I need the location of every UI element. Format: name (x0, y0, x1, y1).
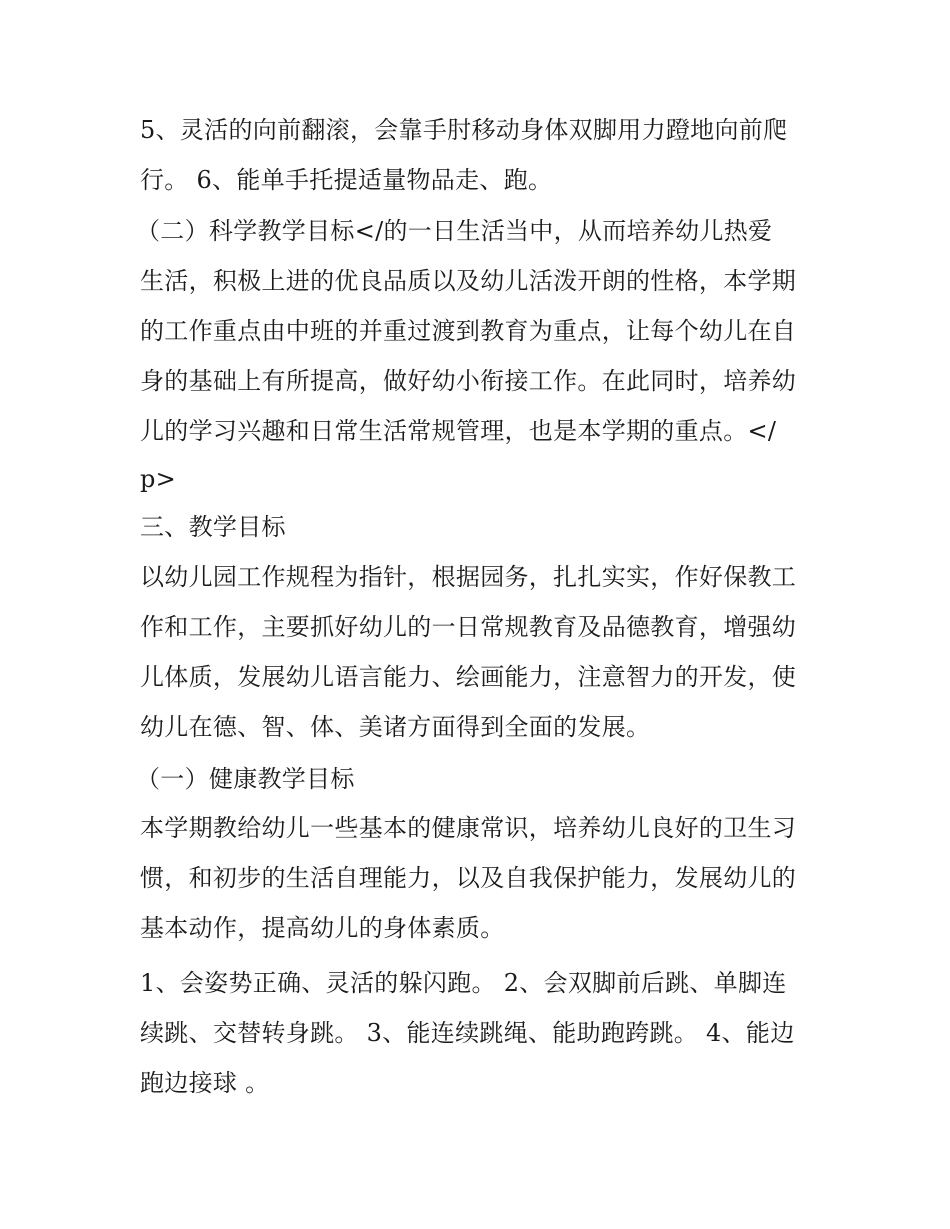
section-heading: （二）科学教学目标</的一日生活当中，从而培养幼儿热爱 (136, 217, 773, 245)
text-line: 儿的学习兴趣和日常生活常规管理，也是本学期的重点。</ (140, 417, 777, 445)
text-line: 惯，和初步的生活自理能力，以及自我保护能力，发展幼儿的 (140, 864, 797, 892)
text-line: 作和工作，主要抓好幼儿的一日常规教育及品德教育，增强幼 (140, 613, 797, 641)
text-line: 身的基础上有所提高，做好幼小衔接工作。在此同时，培养幼 (140, 367, 797, 395)
text-line: 1、会姿势正确、灵活的躲闪跑。 2、会双脚前后跳、单脚连 (140, 969, 787, 997)
text-line: 本学期教给幼儿一些基本的健康常识，培养幼儿良好的卫生习 (140, 814, 797, 842)
text-line: 幼儿在德、智、体、美诸方面得到全面的发展。 (140, 713, 651, 741)
text-line: p> (140, 465, 177, 493)
text-line: 续跳、交替转身跳。 3、能连续跳绳、能助跑跨跳。 4、能边 (140, 1019, 795, 1047)
text-line: 行。 6、能单手托提适量物品走、跑。 (140, 166, 553, 194)
text-line: 以幼儿园工作规程为指针，根据园务，扎扎实实，作好保教工 (140, 563, 797, 591)
text-line: 的工作重点由中班的并重过渡到教育为重点，让每个幼儿在自 (140, 317, 797, 345)
text-line: 5、灵活的向前翻滚，会靠手肘移动身体双脚用力蹬地向前爬 (140, 116, 788, 144)
text-line: 儿体质，发展幼儿语言能力、绘画能力，注意智力的开发，使 (140, 663, 797, 691)
text-line: 基本动作，提高幼儿的身体素质。 (140, 914, 505, 942)
text-line: 跑边接球 。 (140, 1069, 270, 1097)
section-heading: （一）健康教学目标 (136, 765, 355, 793)
text-line: 生活，积极上进的优良品质以及幼儿活泼开朗的性格，本学期 (140, 267, 797, 295)
section-heading: 三、教学目标 (140, 513, 286, 541)
